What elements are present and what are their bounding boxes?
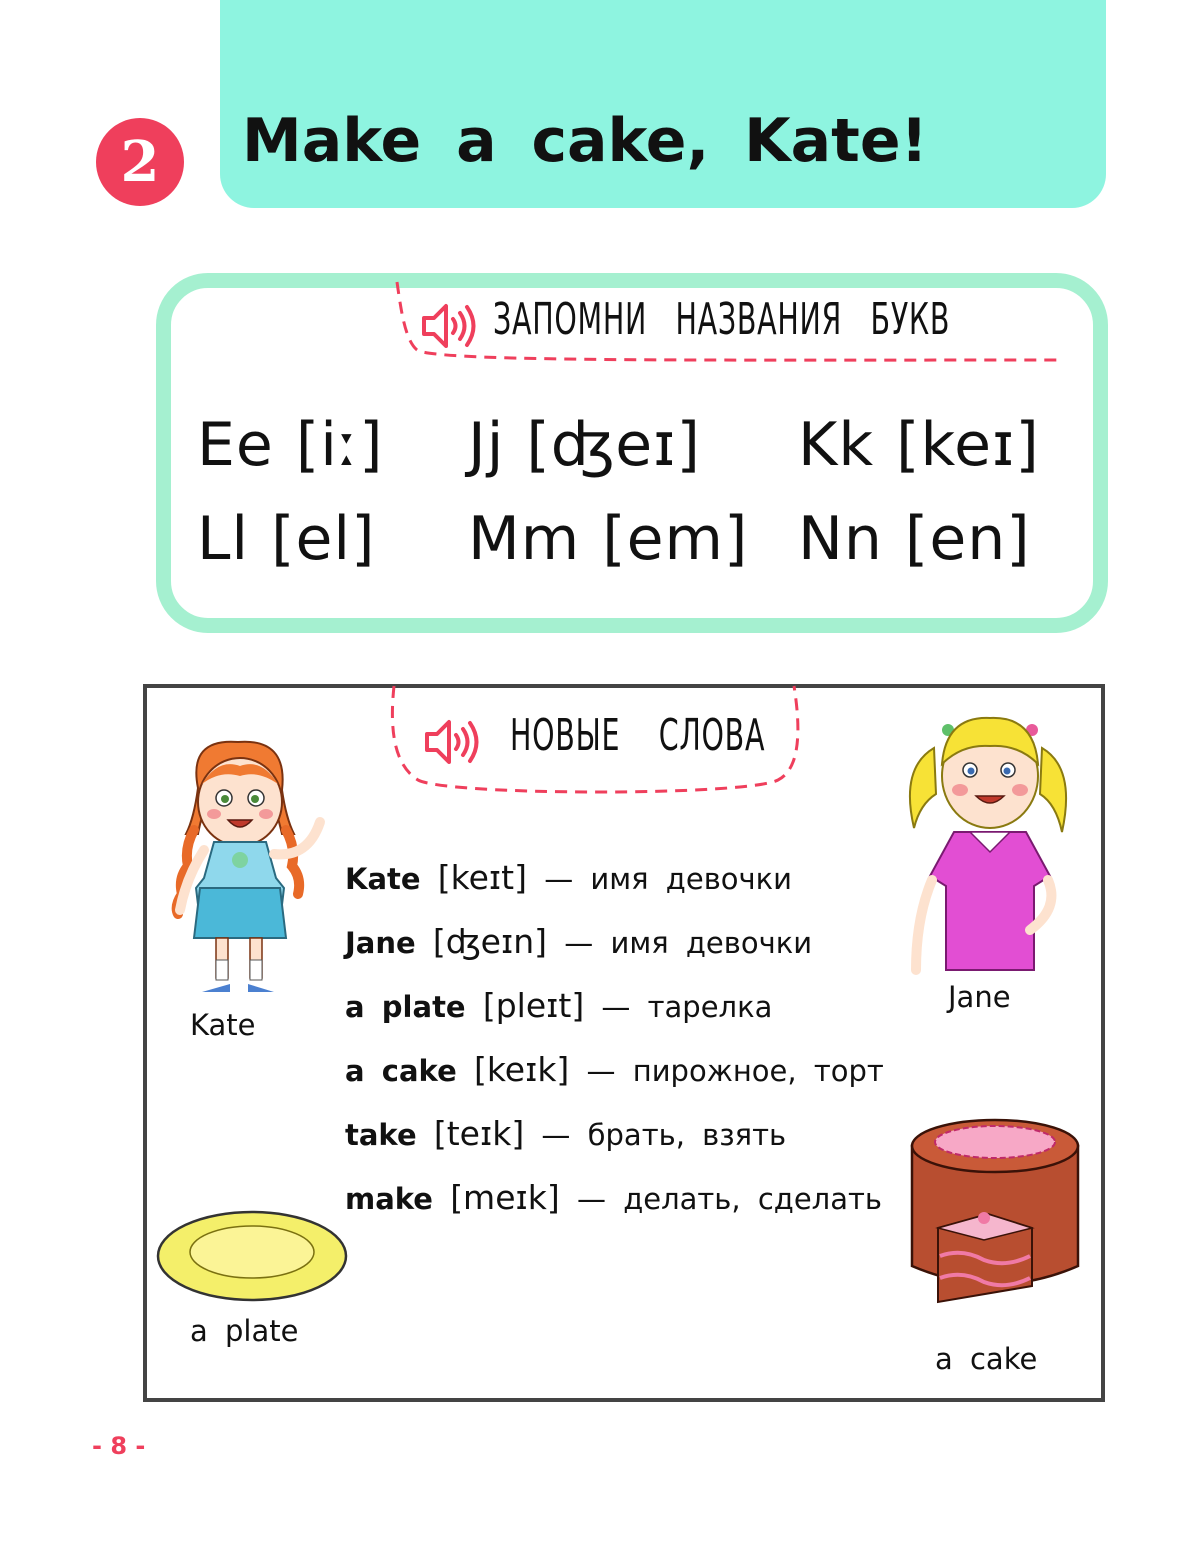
- letter-e: Ee [iː]: [197, 410, 384, 480]
- letter-m: Mm [em]: [468, 504, 749, 574]
- plate-caption: a plate: [190, 1314, 299, 1348]
- header-band: [220, 0, 1106, 208]
- kate-caption: Kate: [190, 1008, 256, 1042]
- letter-n: Nn [en]: [798, 504, 1031, 574]
- kate-illustration: [158, 738, 338, 998]
- words-heading-text: НОВЫЕ СЛОВА: [510, 710, 766, 761]
- letters-heading: [395, 280, 1065, 364]
- word-entry-jane: Jane [ʤeɪn] — имя девочки: [345, 922, 813, 961]
- word-entry-kate: Kate [keɪt] — имя девочки: [345, 858, 793, 897]
- lesson-number-badge: 2: [96, 118, 184, 206]
- word-entry-take: take [teɪk] — брать, взять: [345, 1114, 787, 1153]
- cake-illustration: [908, 1116, 1084, 1316]
- letter-k: Kk [keɪ]: [798, 410, 1040, 480]
- speaker-icon[interactable]: [420, 302, 476, 350]
- word-entry-plate: a plate [pleɪt] — тарелка: [345, 986, 773, 1025]
- word-entry-make: make [meɪk] — делать, сделать: [345, 1178, 882, 1217]
- page-title: Make a cake, Kate!: [242, 106, 928, 176]
- letters-heading-text: ЗАПОМНИ НАЗВАНИЯ БУКВ: [493, 294, 951, 345]
- plate-illustration: [154, 1206, 350, 1306]
- jane-illustration: [900, 708, 1080, 978]
- cake-caption: a cake: [935, 1342, 1038, 1376]
- jane-caption: Jane: [948, 980, 1011, 1014]
- page-number: - 8 -: [92, 1432, 146, 1460]
- letter-l: Ll [el]: [197, 504, 376, 574]
- letter-j: Jj [ʤeɪ]: [468, 410, 701, 480]
- speaker-icon[interactable]: [423, 718, 479, 766]
- word-entry-cake: a cake [keɪk] — пирожное, торт: [345, 1050, 884, 1089]
